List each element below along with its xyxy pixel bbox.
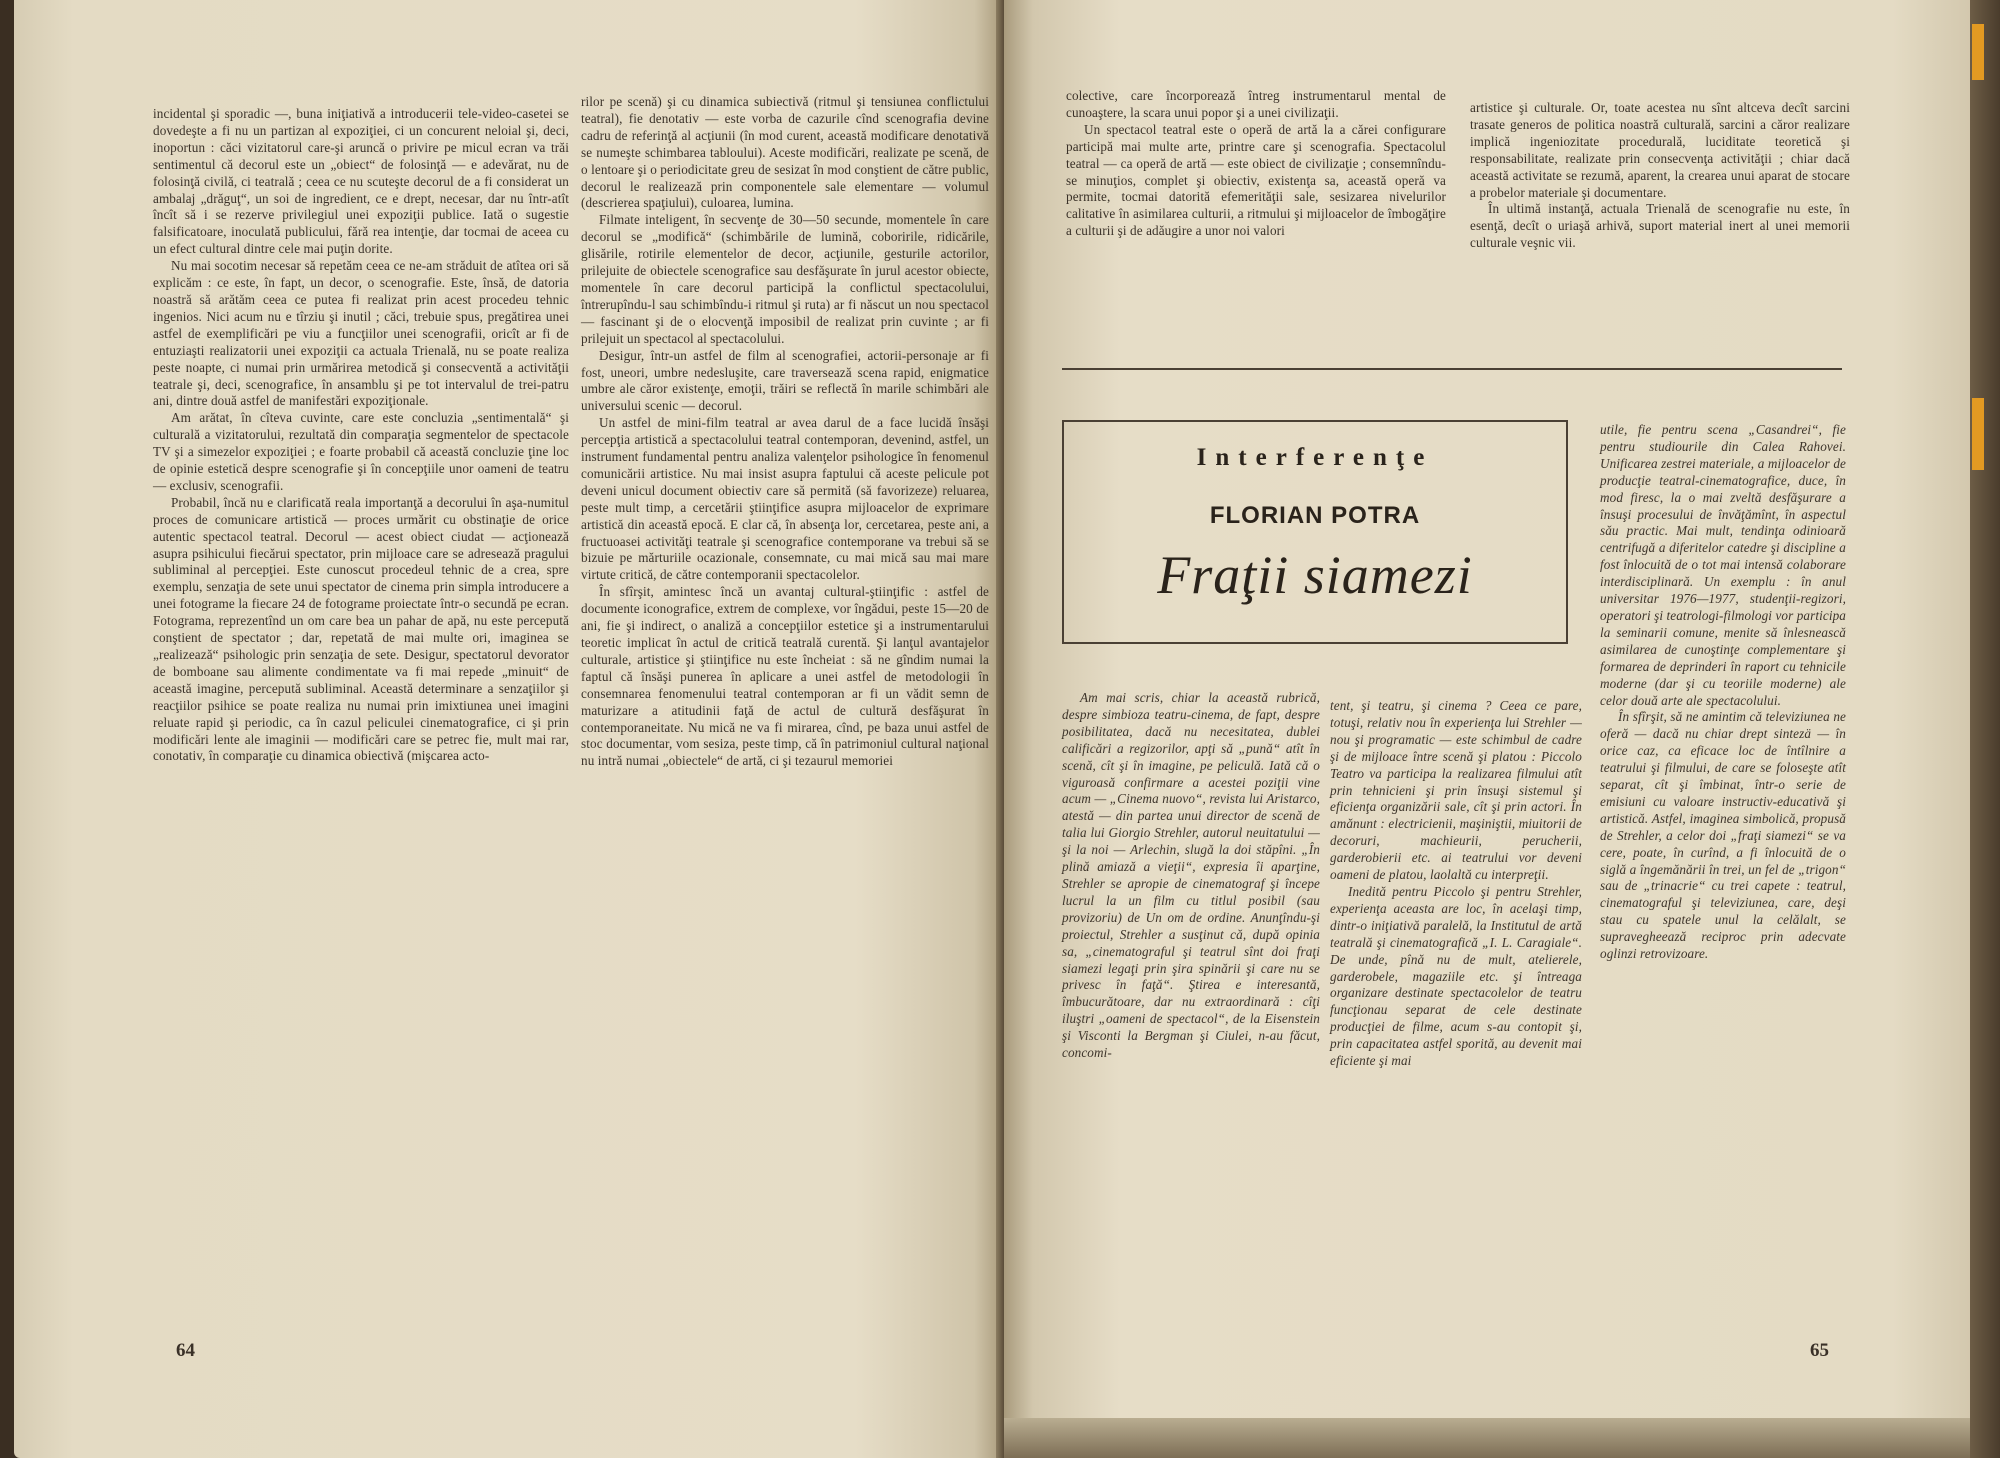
paragraph: Nu mai socotim necesar să repetăm ceea ce ne-am străduit de atîtea ori să explicăm : ce este, în fapt, un decor, o scenografie. Este, însă, de datoria noastră să arătăm ceea ce putea fi realizat prin acest procedeu tehnic ingenios. Nici acum nu e tîrziu şi inutil ; căci, trebuie spus, pregătirea unei astfel de exemplificări pe viu a funcţiilor unei scenografii, oricît ar fi de entuziaşti realizatorii unei expoziţii ca actuala Trienală, nu se poate realiza peste noapte, ci numai prin urmărirea metodică şi consecventă a activităţii teatrale şi, deci, scenografice, în ansamblu şi pe tot intervalul de trei-patru ani, dintre două astfel de manifestări expoziţionale. [153, 258, 569, 409]
page-tab-marker [1972, 24, 1984, 80]
paragraph: Un spectacol teatral este o operă de artă la a cărei configurare participă mai multe arte, printre care şi scenografia. Spectacolul teatral — ca operă de artă — este obiect de civilizaţie ; consemnîndu-se minuţios, complet şi obiectiv, existenţa sa, această operă va permite, tocmai datorită efemerităţii sale, sesizarea nivelurilor calitative în asimilarea culturii, a ritmului şi mijloacelor de îmbogăţire a culturii şi de adăugire a unor noi valori [1066, 121, 1446, 239]
paragraph: incidental şi sporadic —, buna iniţiativă a introducerii tele-video-casetei se dovedeşte a fi nu un partizan al expoziţiei, ci un concurent neloial şi, deci, inoportun : căci vizitatorul care-şi aruncă o privire pe micul ecran va trăi sentimentul că decorul este un „obiect“ de folosinţă — e adevărat, nu de folosinţă civilă, ci teatrală ; ceea ce nu scuteşte decorul de a fi considerat un ambalaj „drăguţ“, un soi de ingredient, ce e drept, necesar, dar nu într-atît încît să i se rezerve privilegiul unei expoziţii publice. Iată o sugestie falsificatoare, inoculată publicului, fără rea intenţie, dar tocmai de aceea cu un efect cultural dintre cele mai puţin dorite. [153, 106, 569, 257]
paragraph: tent, şi teatru, şi cinema ? Ceea ce pare, totuşi, relativ nou în experienţa lui Strehler — nou şi programatic — este schimbul de cadre şi de mijloace între scenă şi platou : Piccolo Teatro va participa la realizarea filmului atît prin tehnicieni şi prin însuşi sistemul şi eficienţa organizării sale, cît şi prin actori. În amănunt : electricienii, maşiniştii, miuitorii de decoruri, machieurii, perucherii, garderobierii etc. ai teatrului vor deveni oameni de platou, laolaltă cu interpreţii. [1330, 698, 1582, 883]
paragraph: Am arătat, în cîteva cuvinte, care este concluzia „sentimentală“ şi culturală a vizitatorului, rezultată din comparaţia segmentelor de spectacole TV şi a simezelor expoziţiei ; e foarte probabil că această concluzie ţine loc de opinie estetică despre scenografie şi în concepţiile unor oameni de teatru — exclusiv, scenografii. [153, 410, 569, 493]
page-number-right: 65 [1810, 1340, 1829, 1361]
paragraph: În sfîrşit, să ne amintim că televiziunea ne oferă — dacă nu chiar drept sintezä — în orice caz, ca eficace loc de întîlnire a teatrului şi filmului, de care se foloseşte atît separat, cît şi îmbinat, într-o serie de emisiuni cu valoare instructiv-educativă şi artistică. Astfel, imaginea simbolică, propusă de Strehler, a celor doi „fraţi siamezi“ se va cere, poate, în curînd, a fi înlocuită de o siglă a îngemănării în trei, un fel de „trigon“ sau de „trinacrie“ cu trei capete : teatrul, cinematograful şi televiziunea, care, deşi stau cu spatele unul la celălalt, se supravegheează reciproc prin adecvate oglinzi retrovizoare. [1600, 709, 1846, 962]
page-bottom-edge [1004, 1418, 1970, 1458]
article-author: FLORIAN POTRA [1209, 502, 1421, 529]
right-top-col-2 [1470, 100, 1850, 338]
right-bottom-col-2 [1330, 698, 1582, 1330]
paragraph: rilor pe scenă) şi cu dinamica subiectivă (ritmul şi tensiunea conflictului teatral), fie denotativ — este vorba de cazurile cînd scenografia devine cadru de referinţă al acţiunii (în mod curent, această modificare denotativă se numeşte schimbarea tabloului). Aceste modificări, realizate pe scenă, de o lentoare şi o periodicitate greu de sesizat în mod conştient de către public, decorul le realizează prin componentele sale elementare — volumul (descrierea spaţiului), culoarea, lumina. [581, 94, 989, 211]
article-title-box [1062, 420, 1568, 644]
right-page [1004, 0, 1970, 1458]
paragraph: utile, fie pentru scena „Casandrei“, fie pentru studiourile din Calea Rahovei. Unificarea zestrei materiale, a mijloacelor de producţie teatral-cinematografice, duce, în mod firesc, la o mai zveltă desfăşurare a însuşi procesului de învăţămînt, în aspectul său practic. Mai mult, tendinţa odinioară centrifugă a diferitelor catedre şi discipline a fost înlocuită de o tot mai intensă colaborare interdisciplinară. Un exemplu : în anul universitar 1976—1977, studenţii-regizori, operatori şi teatrologi-filmologi vor participa la seminarii comune, menite să înlesnească asimilarea de cunoştinţe complementare şi formarea de deprinderi în raport cu tehnicile moderne (dar şi cu teoriile moderne) ale celor două arte ale spectacolului. [1600, 422, 1846, 708]
left-col-1 [153, 106, 569, 1326]
paragraph: artistice şi culturale. Or, toate acestea nu sînt altceva decît sarcini trasate generos de politica noastră culturală, sarcini a căror realizare implică ingeniozitate procedurală, luciditate teoretică şi responsabilitate, realizate prin consecvenţa activităţii ; chiar dacă această activitate se rezumă, aparent, la crearea unui aparat de stocare a probelor materiale şi documentare. [1470, 100, 1850, 200]
article-title: Fraţii siamezi [1157, 545, 1473, 605]
page-number-left: 64 [176, 1340, 195, 1361]
right-side-col [1600, 422, 1846, 1322]
right-bottom-col-1 [1062, 690, 1320, 1330]
right-top-col-1 [1066, 88, 1446, 338]
paragraph: În sfîrşit, amintesc încă un avantaj cultural-ştiinţific : astfel de documente iconografice, extrem de complexe, vor îngădui, peste 15—20 de ani, fie şi indirect, o analiză a concepţiilor estetice şi a instrumentarului teoretic implicat în actul de critică teatrală curentă. Şi lanţul avantajelor culturale, artistice şi ştiinţifice nu este încheiat : să ne gîndim numai la faptul că însăşi punerea în aplicare a unei astfel de metodologii în consemnarea fenomenului teatral contemporan ar fi un vădit semn de maturizare a atitudinii faţă de actul de cultură desfăşurat în contemporaneitate. Nu mică ne va fi mirarea, cînd, pe baza unui astfel de stoc documentar, vom sesiza, peste timp, că în patrimoniul cultural naţional nu intră numai „obiectele“ de artă, ci şi tezaurul memoriei [581, 584, 989, 769]
paragraph: Un astfel de mini-film teatral ar avea darul de a face lucidă însăşi percepţia artistică a spectacolului teatral contemporan, devenind, astfel, un instrument fundamental pentru analiza valenţelor psihologice în fenomenul comunicării artistice. Nu mai insist asupra faptului că aceste pelicule pot deveni unicul document obiectiv care să permită (să favorizeze) reluarea, peste mult timp, a cercetării ştiinţifice asupra mijloacelor de exprimare artistică din această epocă. E clar că, în absenţa lor, cercetarea, peste ani, a fructuoasei activităţi teatrale şi scenografice contemporane va trebui să se bizuie pe mărturiile ocazionale, consemnate, cu mai mică sau mai mare virtute critică, de către contemporanii spectacolelor. [581, 415, 989, 583]
paragraph: În ultimă instanţă, actuala Trienală de scenografie nu este, în esenţă, decît o uriaşă arhivă, suport material inert al unei memorii culturale veşnic vii. [1470, 201, 1850, 251]
left-page [14, 0, 1004, 1458]
paragraph: Filmate inteligent, în secvenţe de 30—50 secunde, momentele în care decorul se „modifică“ (schimbările de lumină, coboririle, ridicările, glisările, rotirile elementelor de decor, acţiunile, gesturile actorilor, prilejuite de obiectele scenografice sau desfăşurate în jurul acestor obiecte, momentele în care decorul participă la conflictul spectacolului, întrerupîndu-l sau schimbîndu-i ritmul şi ruta) ar fi născut un nou spectacol — fascinant şi de o elocvenţă imposibil de realizat prin cuvinte ; ar fi prilejuit un spectacol al spectacolului. [581, 212, 989, 346]
book-edge [1970, 0, 2000, 1458]
page-tab-marker [1972, 398, 1984, 470]
paragraph: Desigur, într-un astfel de film al scenografiei, actorii-personaje ar fi fost, uneori, umbre nedesluşite, care traversează scena rapid, enigmatice umbre ale căror existenţe, emoţii, trăiri se reflectă în marile schimbări ale universului scenic — decorul. [581, 347, 989, 414]
paragraph: Probabil, încă nu e clarificată reala importanţă a decorului în aşa-numitul proces de comunicare artistică — proces urmărit cu obstinaţie de orice autentic spectacol teatral. Decorul — acest obiect ciudat — acţionează asupra psihicului fiecărui spectator, prin mijloace care se adresează pragului subliminal al percepţiei. Este cunoscut procedeul tehnic de a crea, spre exemplu, senzaţia de sete unui spectator de cinema prin simpla introducere a unei fotograme la fiecare 24 de fotograme proiectate într-o secundă pe ecran. Fotograma, reprezentînd un om care bea un pahar de apă, nu este percepută conştient de spectator ; dar, repetată de mai multe ori, imaginea se „realizează“ psihologic prin senzaţia de sete. Desigur, spectatorul devorator de bomboane sau alimente condimentate va fi mai repede „minuit“ de această imagine, percepută subliminal. Această determinare a senzaţiilor şi reacţiilor psihice se poate realiza nu numai prin imixtiunea unei imagini reluate rapid şi periodic, ca în cazul peliculei cinematografice, ci şi prin modificări lente ale imaginii — modificări care se petrec fie, mult mai rar, conotativ, în comparaţie cu dinamica obiectivă (mişcarea acto- [153, 494, 569, 764]
left-col-2 [581, 94, 989, 1326]
paragraph: colective, care încorporează întreg instrumentarul mental de cunoaştere, la scara unui popor şi a unei civilizaţii. [1066, 88, 1446, 120]
paragraph: Am mai scris, chiar la această rubrică, despre simbioza teatru-cinema, de fapt, despre posibilitatea, dacă nu necesitatea, dublei calificări a regizorilor, apţi să „pună“ atît în scenă, cît şi în imagine, pe peliculă. Iată că o viguroasă confirmare a acestei poziţii vine acum — „Cinema nuovo“, revista lui Aristarco, atestă — din partea unui director de scenă de talia lui Giorgio Strehler, autorul neuitatului — şi la noi — Arlechin, slugă la doi stăpîni. „În plină amiază a vieţii“, expresia îi aparţine, Strehler se apropie de cinematograf şi începe lucrul la un film cu titlul posibil (sau provizoriu) de Un om de ordine. Anunţîndu-şi proiectul, Strehler a susţinut că, după opinia sa, „cinematograful şi teatrul sînt doi fraţi siamezi legaţi prin şira spinării şi care nu se privesc în faţă“. Ştirea e interesantă, îmbucurătoare, dar nu extraordinară : cîţi iluştri „oameni de spectacol“, de la Eisenstein şi Visconti la Bergman şi Ciulei, n-au făcut, concomi- [1062, 690, 1320, 1061]
paragraph: Inedită pentru Piccolo şi pentru Strehler, experienţa aceasta are loc, în acelaşi timp, dintr-o iniţiativă paralelă, la Institutul de artă teatrală şi cinematografică „I. L. Caragiale“. De unde, pînă nu de mult, atelierele, garderobele, magaziile etc. şi întreaga organizare destinate spectacolelor de teatru funcţionau separat de cele destinate producţiei de filme, acum s-au contopit şi, prin capacitatea astfel sporită, au devenit mai eficiente şi mai [1330, 883, 1582, 1069]
column-kicker: Interferenţe [1196, 444, 1434, 471]
section-rule [1062, 368, 1842, 370]
